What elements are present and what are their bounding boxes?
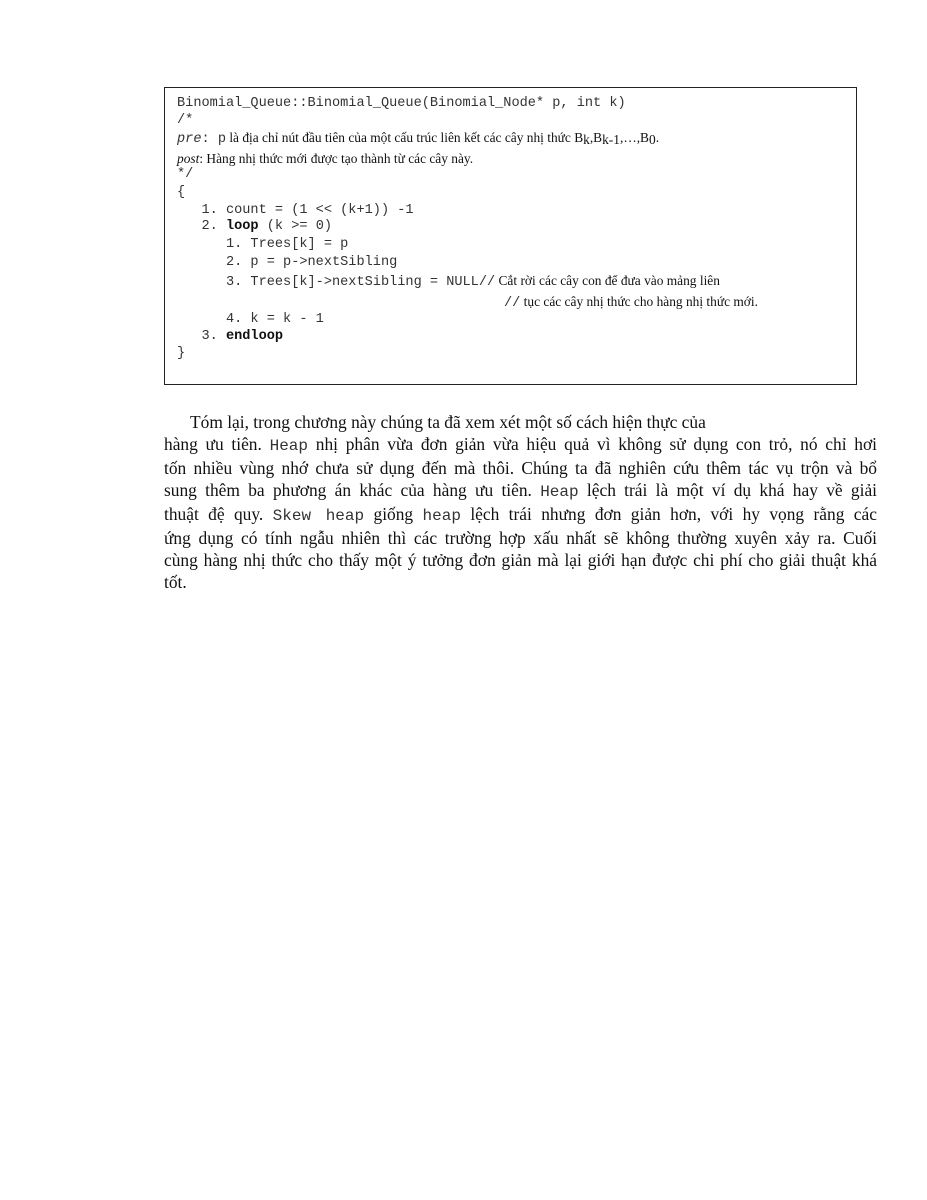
pre-text: là địa chỉ nút đầu tiên của một cấu trúc liên kết các cây nhị thức B bbox=[225, 130, 584, 145]
brace-open: { bbox=[177, 185, 186, 200]
summary-line-4-b: lệch trái là một ví dụ khá hay về giải bbox=[586, 480, 877, 500]
summary-line-2 bbox=[164, 433, 877, 457]
summary-line-4 bbox=[164, 479, 877, 503]
pre-mid-2: ,…,B bbox=[619, 130, 649, 145]
summary-line-5-c: lệch trái nhưng đơn giản hơn, với hy vọng rằng các bbox=[470, 504, 877, 524]
summary-line-5 bbox=[164, 503, 877, 527]
code-step-1: 1. count = (1 << (k+1)) -1 bbox=[177, 203, 414, 218]
summary-paragraph bbox=[164, 411, 877, 593]
pre-subscript-k-1: k-1 bbox=[602, 132, 620, 147]
summary-line-4-a: sung thêm ba phương án khác của hàng ưu tiên. bbox=[164, 480, 532, 500]
step-2-condition: (k >= 0) bbox=[258, 219, 333, 234]
summary-line-2-a: hàng ưu tiên. bbox=[164, 434, 262, 454]
pre-label: pre bbox=[177, 132, 202, 147]
code-listing-box bbox=[164, 87, 857, 385]
code-step-3 bbox=[177, 328, 283, 345]
step-2-3-comment: Cắt rời các cây con để đưa vào mảng liên bbox=[495, 273, 720, 288]
brace-close: } bbox=[177, 346, 186, 361]
summary-line-6: ứng dụng có tính ngẫu nhiên thì các trường hợp xấu nhất sẽ không thường xuyên xảy ra. Cuối bbox=[164, 528, 877, 548]
pre-mid-1: ,B bbox=[589, 130, 603, 145]
step-2-number: 2. bbox=[177, 219, 226, 234]
code-step-2-3 bbox=[177, 272, 720, 291]
post-text: : Hàng nhị thức mới được tạo thành từ các cây này. bbox=[199, 151, 474, 166]
pre-end: . bbox=[655, 130, 660, 145]
summary-line-2-b: nhị phân vừa đơn giản vừa hiệu quả vì không sử dụng con trỏ, nó chỉ hơi bbox=[315, 434, 877, 454]
code-step-2-1: 1. Trees[k] = p bbox=[177, 237, 349, 252]
comment-open: /* bbox=[177, 113, 194, 128]
skew-heap-term: Skew heap bbox=[272, 507, 365, 525]
code-step-2-4: 4. k = k - 1 bbox=[177, 312, 324, 327]
heap-term: Heap bbox=[269, 437, 308, 455]
loop-keyword: loop bbox=[225, 219, 259, 234]
step-2-3-code: 3. Trees[k]->nextSibling = NULL// bbox=[177, 275, 496, 290]
summary-line-3: tốn nhiều vùng nhớ chưa sử dụng đến mà thôi. Chúng ta đã nghiên cứu thêm tác vụ trộn và bổ bbox=[164, 458, 877, 478]
continuation-comment-text: tục các cây nhị thức cho hàng nhị thức mới. bbox=[520, 294, 758, 309]
code-step-2-2: 2. p = p->nextSibling bbox=[177, 255, 398, 270]
post-label: post bbox=[177, 151, 200, 166]
summary-line-8: tốt. bbox=[164, 572, 187, 592]
postcondition-line bbox=[177, 150, 473, 167]
code-step-2-3-continuation bbox=[504, 293, 758, 312]
summary-line-5-b: giống bbox=[373, 504, 414, 524]
endloop-keyword: endloop bbox=[225, 329, 284, 344]
pre-variable: p bbox=[217, 132, 226, 147]
precondition-line bbox=[177, 129, 659, 148]
pre-subscript-0: 0 bbox=[649, 132, 656, 147]
summary-line-7: cùng hàng nhị thức cho thấy một ý tưởng đơn giản mà lại giới hạn được chi phí cho giải thuật khá bbox=[164, 550, 877, 570]
code-step-2 bbox=[177, 218, 332, 235]
pre-separator: : bbox=[201, 132, 218, 147]
summary-line-1: Tóm lại, trong chương này chúng ta đã xem xét một số cách hiện thực của bbox=[190, 412, 706, 432]
heap-term: heap bbox=[422, 507, 461, 525]
code-signature: Binomial_Queue::Binomial_Queue(Binomial_Node* p, int k) bbox=[177, 96, 626, 111]
comment-close: */ bbox=[177, 167, 194, 182]
pre-subscript-k: k bbox=[583, 132, 590, 147]
step-3-number: 3. bbox=[177, 329, 226, 344]
continuation-comment-marker: // bbox=[504, 296, 521, 311]
summary-line-5-a: thuật đệ quy. bbox=[164, 504, 264, 524]
heap-term: Heap bbox=[540, 483, 579, 501]
